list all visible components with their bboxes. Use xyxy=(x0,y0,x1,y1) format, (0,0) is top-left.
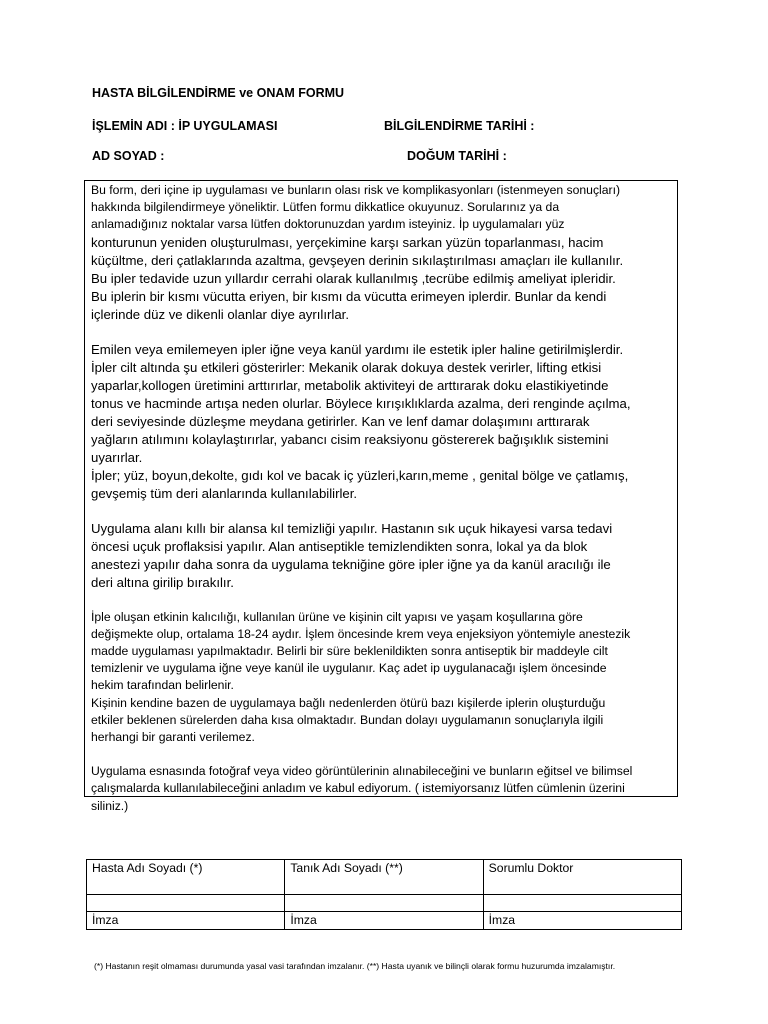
paragraph-duration: İple oluşan etkinin kalıcılığı, kullanılan ürüne ve kişinin cilt yapısı ve yaşam koşullarına göre değişmekte olup, ortalama 18-24 aydır. İşlem öncesinde krem veya enjeksiyon yöntemiyle anestezik madde uygulaması yapılmaktadır. Belirli bir süre beklenildikten sonra antiseptik bir maddeyle cilt temizlenir ve uygulama iğne veye kanül ile uygulanır. Kaç adet ip uygulanacağı işlem öncesinde hekim tarafından belirlenir. Kişinin kendine bazen de uygulamaya bağlı nedenlerden ötürü bazı kişilerde iplerin oluşturduğu etkiler beklenen sürelerden daha kısa olmaktadır. Bundan dolayı uygulamanın sonuçlarıyla ilgili herhangi bir garanti verilemez. xyxy=(91,609,631,745)
consent-text-box xyxy=(84,180,678,813)
paragraph-procedure: Uygulama alanı kıllı bir alansa kıl temizliği yapılır. Hastanın sık uçuk hikayesi varsa tedavi öncesi uçuk proflaksisi yapılır. Alan antiseptikle temizlendikten sonra, lokal ya da blok anestezi yapılır daha sonra da uygulama tekniğine göre ipler iğne ya da kanül aracılığı ile deri altına girilip bırakılır. xyxy=(91,520,613,590)
patient-name-cell[interactable]: Hasta Adı Soyadı (*) xyxy=(87,860,285,895)
footnote: (*) Hastanın reşit olmaması durumunda yasal vasi tarafından imzalanır. (**) Hasta uyanık ve bilinçli olarak formu huzurumda imzalamıştır. xyxy=(94,961,616,971)
paragraph-photo-consent: Uygulama esnasında fotoğraf veya video görüntülerinin alınabileceğini ve bunların eğitsel ve bilimsel çalışmalarda kullanılabileceğini anladım ve kabul ediyorum. ( istemiyorsanız lütfen cümlenin üzerini siliniz.) xyxy=(91,764,633,813)
birth-date-label: DOĞUM TARİHİ : xyxy=(407,149,507,163)
paragraph-intro-part2: konturunun yeniden oluşturulması, yerçekimine karşı sarkan yüzün toparlanması, hacim küçültme, deri çatlaklarında azaltma, gevşeyen derinin sıkılaştırılması amaçları ile kullanılır. Bu ipler tedavide uzun yıllardır cerrahi olarak kullanılmış ,tecrübe edilmiş ameliyat ipleridir. Bu iplerin bir kısmı vücutta eriyen, bir kısmı da vücutta erimeyen iplerdir. Bunlar da kendi içlerinde düz ve dikenli olanlar diye ayrılırlar. xyxy=(91,234,624,322)
procedure-name-label: İŞLEMİN ADI : İP UYGULAMASI xyxy=(92,119,278,133)
witness-blank-cell[interactable] xyxy=(285,895,483,912)
witness-signature-cell[interactable]: İmza xyxy=(285,912,483,930)
form-title: HASTA BİLGİLENDİRME ve ONAM FORMU xyxy=(92,86,345,100)
patient-signature-cell[interactable]: İmza xyxy=(87,912,285,930)
information-date-label: BİLGİLENDİRME TARİHİ : xyxy=(384,119,535,133)
witness-name-cell[interactable]: Tanık Adı Soyadı (**) xyxy=(285,860,483,895)
paragraph-thread-effects: Emilen veya emilemeyen ipler iğne veya kanül yardımı ile estetik ipler haline getirilmişlerdir. İpler cilt altında şu etkileri gösterirler: Mekanik olarak dokuya destek verirler, lifting etkisi yaparlar,kollogen üretimini arttırırlar, metabolik aktiviteyi de arttırarak doku elastikiyetinde tonus ve hacminde artışa neden olurlar. Böylece kırışıklıklarda azalma, deri renginde açılma, deri seviyesinde düzleşme meydana getirirler. Kan ve lenf damar dolaşımını arttırarak yağların atılımını kolaylaştırırlar, yabancı cisim reaksiyonu göstererek bağışıklık sistemini uyarırlar. İpler; yüz, boyun,dekolte, gıdı kol ve bacak iç yüzleri,karın,meme , genital bölge ve çatlamış, gevşemiş tüm deri alanlarında kullanılabilirler. xyxy=(91,341,631,501)
signature-table xyxy=(86,859,682,930)
paragraph-intro-part1: Bu form, deri içine ip uygulaması ve bunların olası risk ve komplikasyonları (istenmeyen sonuçları) hakkında bilgilendirmeye yöneliktir. Lütfen formu dikkatlice okuyunuz. Sorularınız ya da anlamadığınız noktalar varsa lütfen doktorunuzdan yardım isteyiniz. İp uygulamaları yüz xyxy=(91,183,621,232)
doctor-blank-cell[interactable] xyxy=(483,895,681,912)
patient-blank-cell[interactable] xyxy=(87,895,285,912)
responsible-doctor-cell[interactable]: Sorumlu Doktor xyxy=(483,860,681,895)
patient-name-label: AD SOYAD : xyxy=(92,149,165,163)
doctor-signature-cell[interactable]: İmza xyxy=(483,912,681,930)
